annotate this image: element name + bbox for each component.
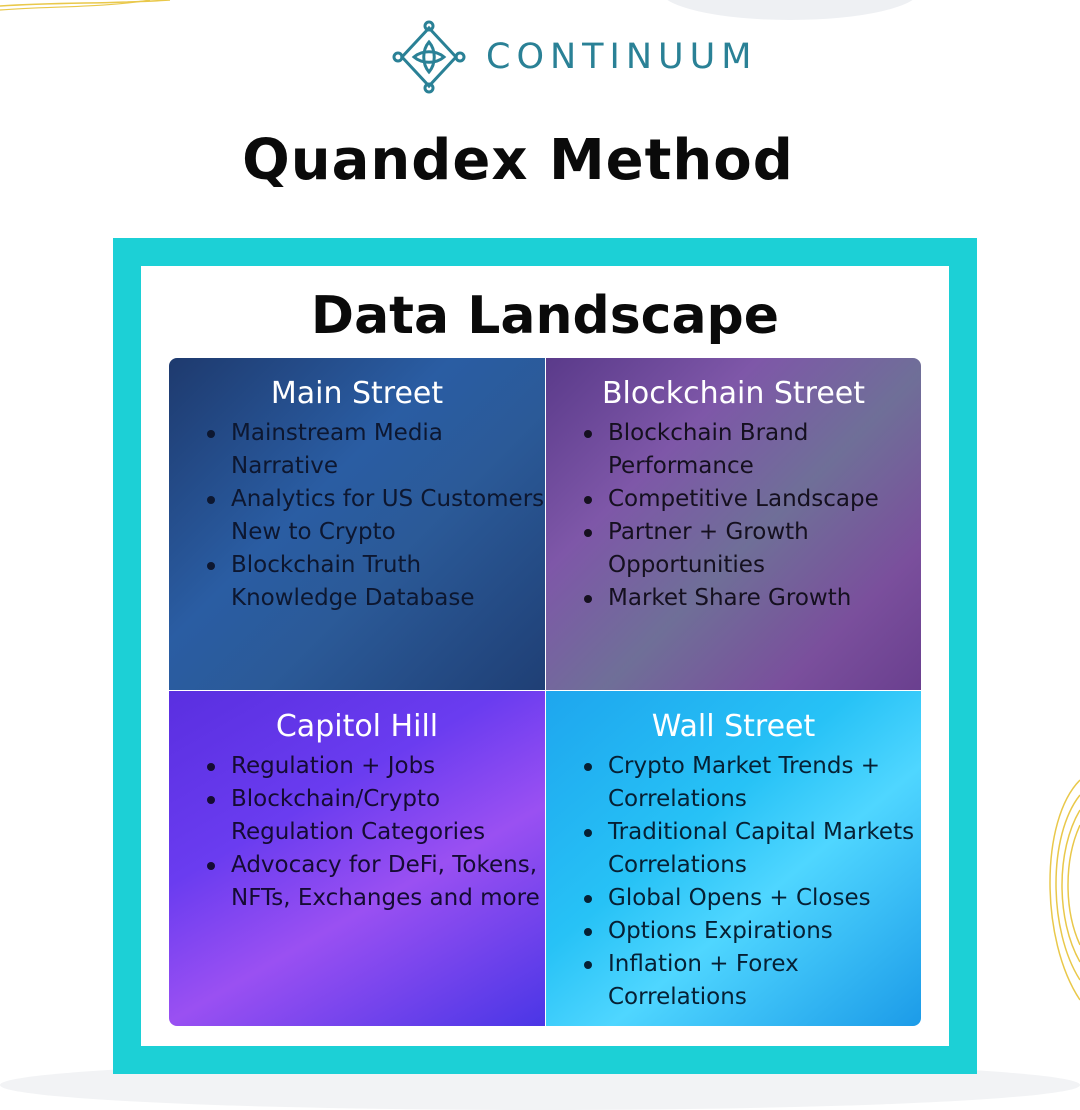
list-item: Competitive Landscape — [582, 483, 921, 516]
quadrant-list — [169, 417, 545, 615]
quadrant-blockchain-street — [546, 358, 921, 690]
list-item: Partner + Growth Opportunities — [582, 516, 921, 582]
frame-title: Data Landscape — [310, 286, 780, 346]
list-item: Global Opens + Closes — [582, 882, 921, 915]
quadrant-heading: Blockchain Street — [601, 376, 866, 411]
list-item: Blockchain/Crypto Regulation Categories — [205, 783, 545, 849]
quadrant-wall-street — [546, 691, 921, 1026]
list-item: Inflation + Forex Correlations — [582, 948, 921, 1014]
brand-name: CONTINUUM — [486, 37, 758, 77]
data-landscape-frame — [113, 238, 977, 1074]
list-item: Regulation + Jobs — [205, 750, 545, 783]
quadrant-list — [546, 750, 921, 1014]
quadrant-capitol-hill — [169, 691, 545, 1026]
list-item: Traditional Capital Markets Correlations — [582, 816, 921, 882]
quadrant-main-street — [169, 358, 545, 690]
quadrant-heading: Main Street — [270, 376, 444, 411]
list-item: Market Share Growth — [582, 582, 921, 615]
list-item: Analytics for US Customers New to Crypto — [205, 483, 545, 549]
quadrant-list — [546, 417, 921, 615]
list-item: Crypto Market Trends + Correlations — [582, 750, 921, 816]
quadrant-list — [169, 750, 545, 915]
list-item: Advocacy for DeFi, Tokens, NFTs, Exchanges and more — [205, 849, 545, 915]
list-item: Blockchain Brand Performance — [582, 417, 921, 483]
list-item: Blockchain Truth Knowledge Database — [205, 549, 545, 615]
brand-logo — [392, 20, 758, 94]
diamond-knot-icon — [392, 20, 466, 94]
decorative-gold-lines — [1020, 740, 1080, 1040]
list-item: Mainstream Media Narrative — [205, 417, 545, 483]
page-title: Quandex Method — [242, 128, 794, 193]
background-blob — [660, 0, 920, 20]
list-item: Options Expirations — [582, 915, 921, 948]
quadrant-heading: Capitol Hill — [275, 709, 439, 744]
decorative-gold-lines — [0, 0, 200, 30]
quadrant-heading: Wall Street — [651, 709, 816, 744]
